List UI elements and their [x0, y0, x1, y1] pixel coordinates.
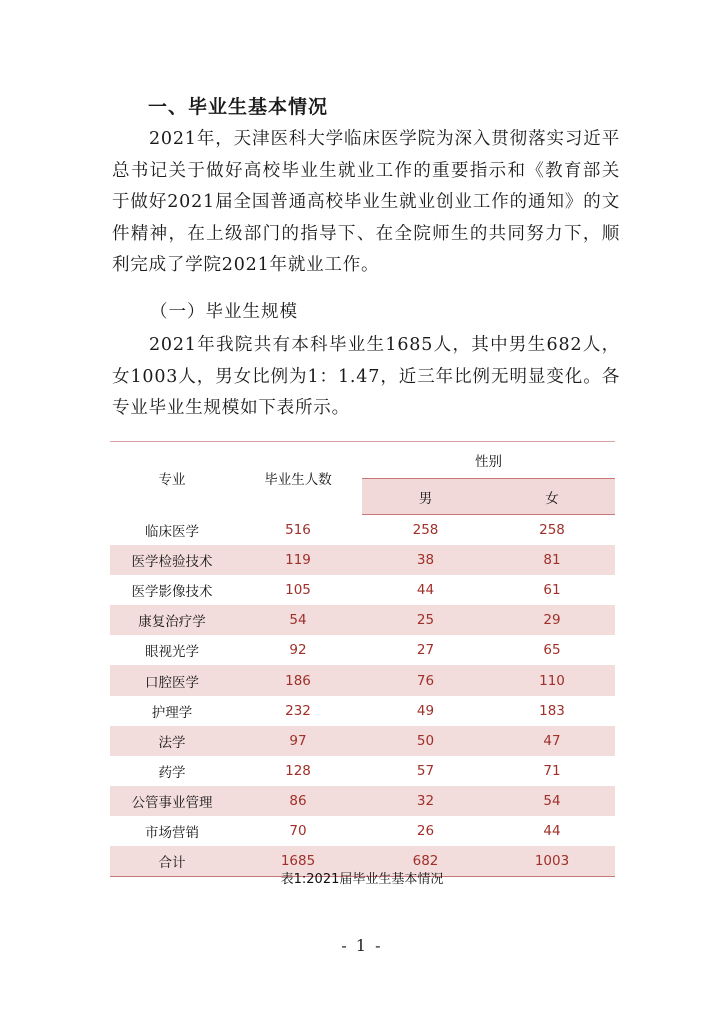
table-row	[110, 756, 615, 786]
page-number: - 1 -	[341, 936, 383, 955]
cell-male: 258	[412, 522, 439, 539]
cell-female: 183	[539, 702, 565, 719]
table-row	[110, 696, 615, 726]
cell-major: 法学	[110, 726, 234, 756]
cell-female: 1003	[489, 846, 615, 877]
cell-total: 105	[285, 582, 311, 599]
cell-major: 眼视光学	[145, 644, 199, 661]
table-row	[110, 605, 615, 635]
cell-major: 康复治疗学	[110, 605, 234, 635]
cell-male: 38	[362, 545, 489, 575]
cell-total: 516	[285, 521, 311, 538]
cell-total: 97	[234, 726, 362, 756]
cell-major: 临床医学	[145, 523, 199, 540]
table-row	[110, 665, 615, 695]
cell-total: 1685	[234, 846, 362, 877]
cell-female: 110	[489, 665, 615, 695]
cell-major: 合计	[110, 846, 234, 877]
cell-female: 44	[543, 822, 561, 839]
cell-female: 81	[489, 545, 615, 575]
cell-female: 54	[489, 786, 615, 816]
cell-female: 258	[539, 522, 565, 539]
cell-total: 186	[234, 665, 362, 695]
header-gender: 性别	[475, 454, 502, 470]
cell-male: 44	[416, 582, 435, 599]
header-major: 专业	[158, 472, 186, 489]
graduates-table	[110, 441, 615, 877]
cell-major: 医学检验技术	[110, 545, 234, 575]
cell-total: 86	[234, 786, 362, 816]
table-row	[110, 726, 615, 756]
header-female: 女	[489, 479, 615, 515]
cell-major: 市场营销	[145, 824, 199, 841]
table-row	[110, 545, 615, 575]
cell-female: 71	[543, 762, 561, 779]
cell-male: 27	[416, 642, 435, 659]
cell-male: 50	[362, 726, 489, 756]
summary-paragraph: 2021年我院共有本科毕业生1685人，其中男生682人，女1003人，男女比例为1：1.47，近三年比例无明显变化。各专业毕业生规模如下表所示。	[112, 335, 620, 418]
subsection-heading: （一）毕业生规模	[150, 302, 298, 322]
cell-major: 口腔医学	[110, 665, 234, 695]
cell-male: 49	[416, 702, 435, 719]
cell-female: 29	[489, 605, 615, 635]
cell-major: 药学	[158, 764, 186, 781]
cell-total: 70	[289, 822, 307, 839]
cell-male: 32	[362, 786, 489, 816]
intro-paragraph: 2021年，天津医科大学临床医学院为深入贯彻落实习近平总书记关于做好高校毕业生就业工作的重要指示和《教育部关于做好2021届全国普通高校毕业生就业创业工作的通知》的文件精神，在上级部门的指导下、在全院师生的共同努力下，顺利完成了学院2021年就业工作。	[112, 129, 620, 275]
cell-total: 128	[285, 762, 311, 779]
table-row	[110, 816, 615, 846]
section-heading: 一、毕业生基本情况	[148, 96, 329, 118]
cell-major: 公管事业管理	[110, 786, 234, 816]
cell-male: 57	[416, 762, 435, 779]
cell-major: 护理学	[151, 704, 193, 721]
cell-male: 682	[362, 846, 489, 877]
cell-total: 54	[234, 605, 362, 635]
header-male: 男	[362, 479, 489, 515]
cell-female: 65	[543, 642, 561, 659]
table-caption: 表1:2021届毕业生基本情况	[280, 872, 444, 887]
table-row	[110, 515, 615, 546]
cell-total: 232	[285, 702, 311, 719]
cell-female: 61	[543, 582, 561, 599]
header-total: 毕业生人数	[264, 472, 332, 489]
table-row	[110, 635, 615, 665]
cell-male: 26	[416, 822, 435, 839]
cell-female: 47	[489, 726, 615, 756]
cell-total: 119	[234, 545, 362, 575]
table-row	[110, 575, 615, 605]
cell-total: 92	[289, 642, 307, 659]
table-row	[110, 786, 615, 816]
cell-male: 25	[362, 605, 489, 635]
cell-major: 医学影像技术	[131, 584, 213, 601]
cell-male: 76	[362, 665, 489, 695]
